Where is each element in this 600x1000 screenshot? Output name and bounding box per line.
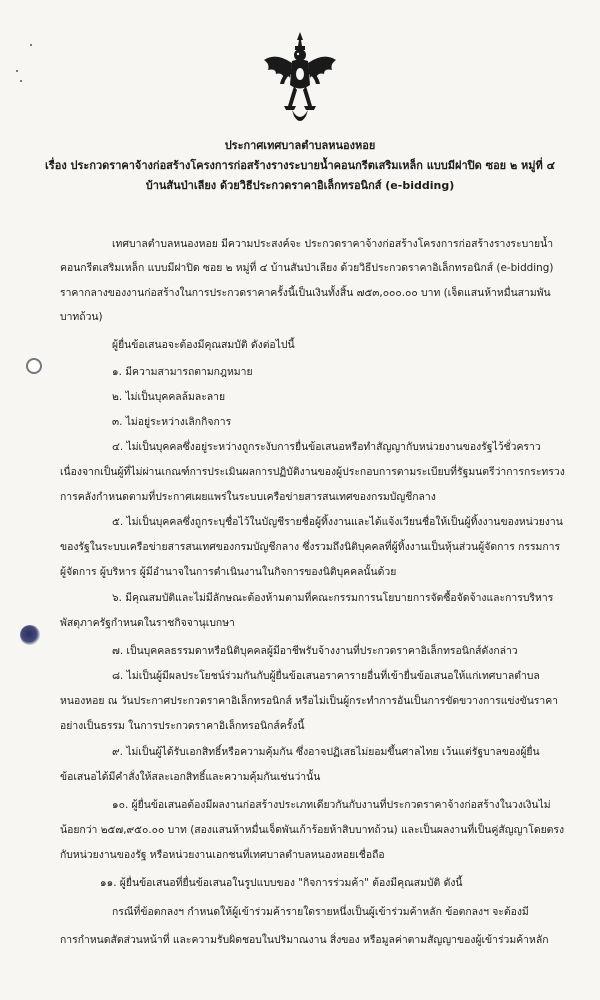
ink-blot [20, 625, 40, 645]
body-line: ๒. ไม่เป็นบุคคลล้มละลาย [112, 391, 226, 403]
body-line: หนองหอย ณ วันประกาศประกวดราคาอิเล็กทรอนิกส์ หรือไม่เป็นผู้กระทำการอันเป็นการขัดขวางการแข่งขันราคา [60, 695, 559, 707]
body-line: กรณีที่ข้อตกลงฯ กำหนดให้ผู้เข้าร่วมค้ารายใดรายหนึ่งเป็นผู้เข้าร่วมค้าหลัก ข้อตกลงฯ จะต้องมี [112, 906, 529, 918]
body-line: การคลังกำหนดตามที่ประกาศเผยแพร่ในระบบเครือข่ายสารสนเทศของกรมบัญชีกลาง [60, 491, 436, 503]
body-line: พัสดุภาครัฐกำหนดในราชกิจจานุเบกษา [60, 617, 235, 629]
body-line: ผู้จัดการ ผู้บริหาร ผู้มีอำนาจในการดำเนินงานในกิจการของนิติบุคคลนั้นด้วย [60, 566, 397, 578]
subject-line-1: เรื่อง ประกวดราคาจ้างก่อสร้างโครงการก่อสร้างรางระบายน้ำคอนกรีตเสริมเหล็ก แบบมีฝาปิด ซอย ๒ หมู่ที่ ๔ [45, 159, 555, 172]
body-line: คอนกรีตเสริมเหล็ก แบบมีฝาปิด ซอย ๒ หมู่ที่ ๔ บ้านสันป่าเลียง ด้วยวิธีประกวดราคาอิเล็กทรอนิกส์ (e-bidding) [60, 262, 554, 274]
body-line: ราคากลางของงานก่อสร้างในการประกวดราคาครั้งนี้เป็นเงินทั้งสิ้น ๗๕๓,๐๐๐.๐๐ บาท (เจ็ดแสนห้าหมื่นสามพัน [60, 287, 551, 299]
body-line: ๕. ไม่เป็นบุคคลซึ่งถูกระบุชื่อไว้ในบัญชีรายชื่อผู้ทิ้งงานและได้แจ้งเวียนชื่อให้เป็นผู้ทิ้งงานของหน่วยงาน [112, 516, 563, 528]
body-line: น้อยกว่า ๒๕๗,๙๕๐.๐๐ บาท (สองแสนห้าหมื่นเจ็ดพันเก้าร้อยห้าสิบบาทถ้วน) และเป็นผลงานที่เป็นคู่สัญญาโดยตรง [60, 824, 565, 836]
body-line: ๗. เป็นบุคคลธรรมดาหรือนิติบุคคลผู้มีอาชีพรับจ้างงานที่ประกวดราคาอิเล็กทรอนิกส์ดังกล่าว [112, 645, 518, 657]
body-line: เทศบาลตำบลหนองหอย มีความประสงค์จะ ประกวดราคาจ้างก่อสร้างโครงการก่อสร้างรางระบายน้ำ [112, 238, 554, 250]
punch-hole [26, 358, 42, 374]
scan-speck [16, 70, 18, 72]
body-line: บาทถ้วน) [60, 311, 103, 323]
body-line: เนื่องจากเป็นผู้ที่ไม่ผ่านเกณฑ์การประเมินผลการปฏิบัติงานของผู้ประกอบการตามระเบียบที่รัฐมนตรีว่าการกระทรวง [60, 466, 565, 478]
subject-line-2: บ้านสันป่าเลียง ด้วยวิธีประกวดราคาอิเล็กทรอนิกส์ (e-bidding) [145, 179, 455, 192]
scan-speck [30, 44, 32, 46]
scan-speck [20, 80, 22, 82]
body-line: การกำหนดสัดส่วนหน้าที่ และความรับผิดชอบในปริมาณงาน สิ่งของ หรือมูลค่าตามสัญญาของผู้เข้าร่วมค้าหลัก [60, 934, 549, 946]
body-line: ๑๐. ผู้ยื่นข้อเสนอต้องมีผลงานก่อสร้างประเภทเดียวกันกับงานที่ประกวดราคาจ้างก่อสร้างในวงเงินไม่ [112, 799, 551, 811]
body-line: ๑๑. ผู้ยื่นข้อเสนอที่ยื่นข้อเสนอในรูปแบบของ "กิจการร่วมค้า" ต้องมีคุณสมบัติ ดังนี้ [100, 877, 463, 889]
body-line: ของรัฐในระบบเครือข่ายสารสนเทศของกรมบัญชีกลาง ซึ่งรวมถึงนิติบุคคลที่ผู้ทิ้งงานเป็นหุ้นส่วนผู้จัดการ กรรมการ [60, 541, 561, 553]
body-line: ๘. ไม่เป็นผู้มีผลประโยชน์ร่วมกันกับผู้ยื่นข้อเสนอราคารายอื่นที่เข้ายื่นข้อเสนอให้แก่เทศบาลตำบล [112, 670, 540, 682]
body-line: อย่างเป็นธรรม ในการประกวดราคาอิเล็กทรอนิกส์ครั้งนี้ [60, 720, 305, 732]
body-line: ๙. ไม่เป็นผู้ได้รับเอกสิทธิ์หรือความคุ้มกัน ซึ่งอาจปฏิเสธไม่ยอมขึ้นศาลไทย เว้นแต่รัฐบาลของผู้ยื่น [112, 746, 540, 758]
org-title: ประกาศเทศบาลตำบลหนองหอย [224, 139, 376, 152]
garuda-emblem-icon [262, 30, 338, 126]
body-line: ข้อเสนอได้มีคำสั่งให้สละเอกสิทธิ์และความคุ้มกันเช่นว่านั้น [60, 771, 321, 783]
body-line: ๔. ไม่เป็นบุคคลซึ่งอยู่ระหว่างถูกระงับการยื่นข้อเสนอหรือทำสัญญากับหน่วยงานของรัฐไว้ชั่วคราว [112, 441, 541, 453]
body-line: กับหน่วยงานของรัฐ หรือหน่วยงานเอกชนที่เทศบาลตำบลหนองหอยเชื่อถือ [60, 849, 385, 861]
body-line: ผู้ยื่นข้อเสนอจะต้องมีคุณสมบัติ ดังต่อไปนี้ [112, 339, 295, 351]
body-line: ๑. มีความสามารถตามกฎหมาย [112, 366, 253, 378]
body-line: ๖. มีคุณสมบัติและไม่มีลักษณะต้องห้ามตามที่คณะกรรมการนโยบายการจัดซื้อจัดจ้างและการบริหาร [112, 592, 554, 604]
body-line: ๓. ไม่อยู่ระหว่างเลิกกิจการ [112, 416, 232, 428]
